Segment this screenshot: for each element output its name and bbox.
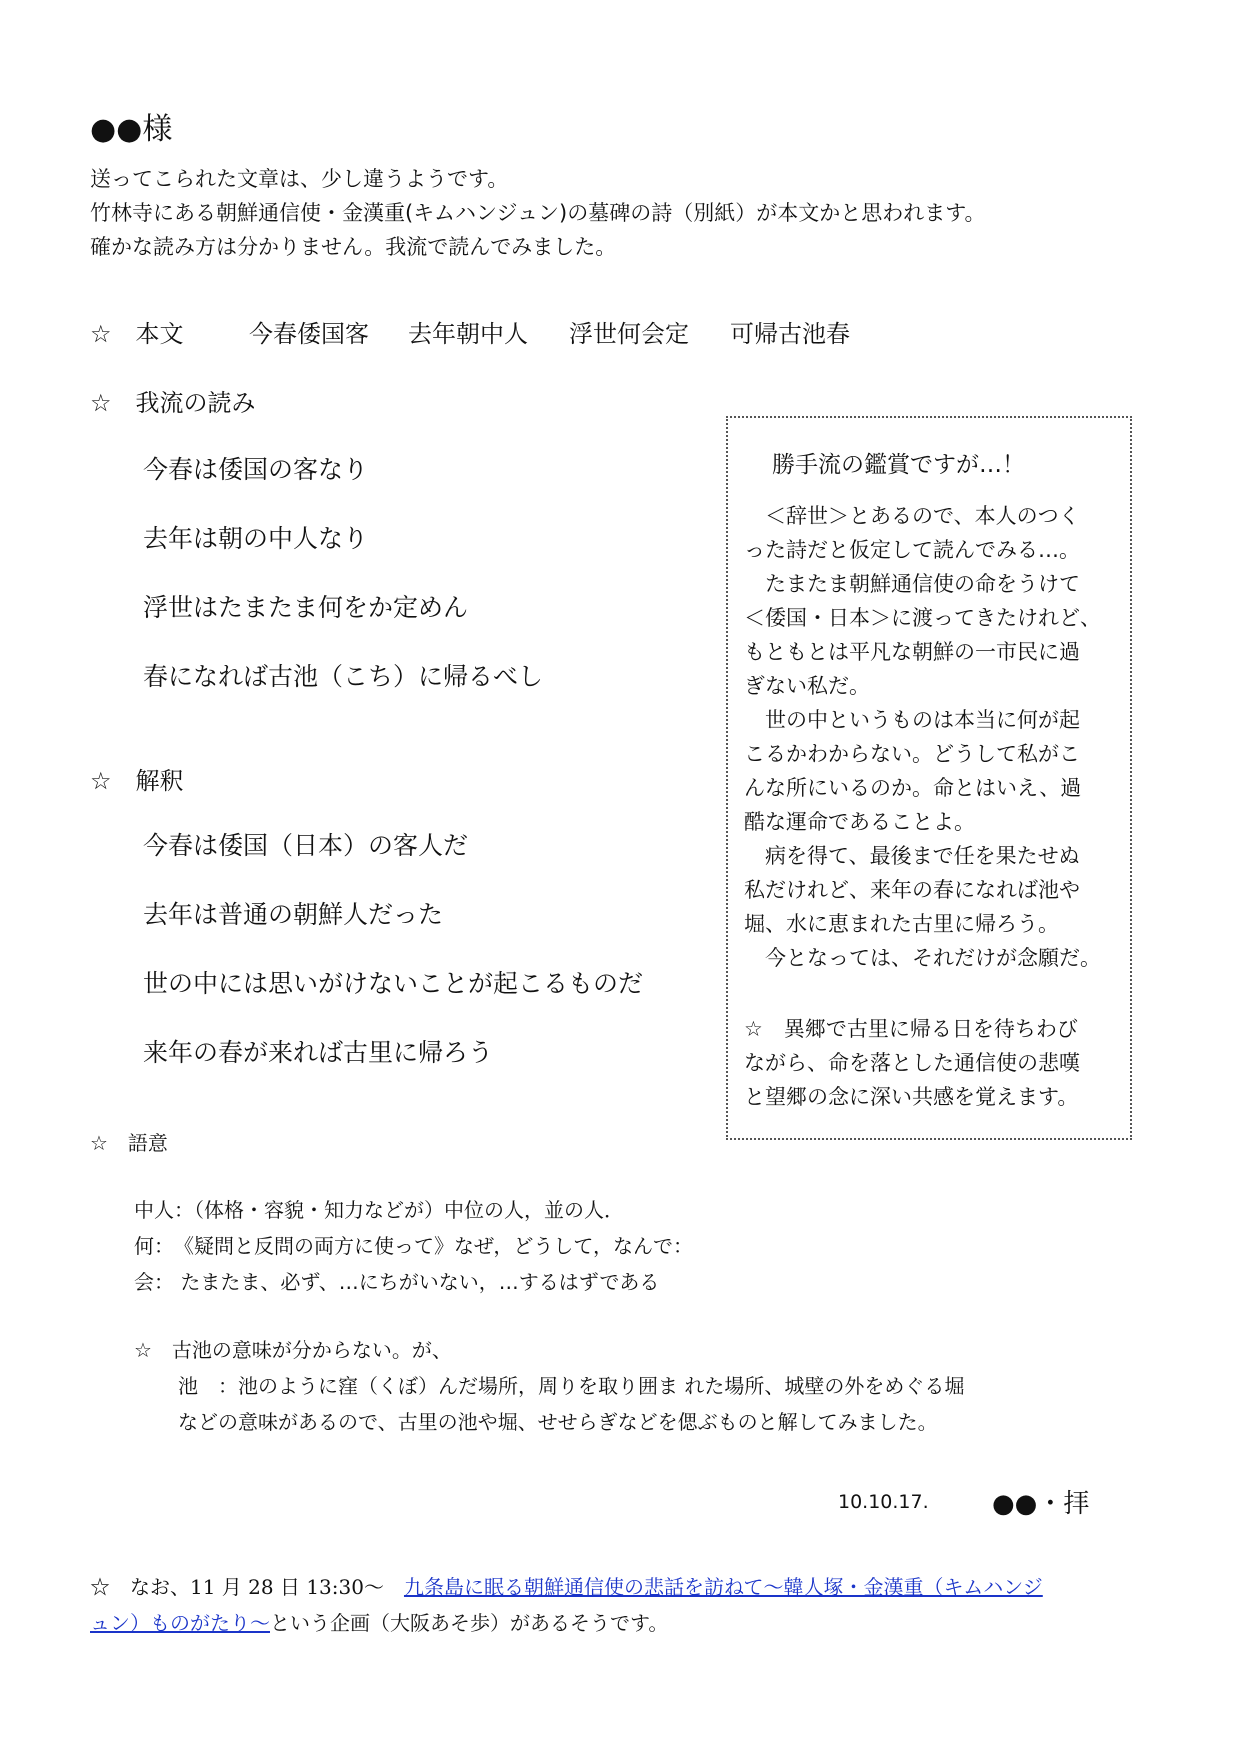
signature-name: ●●・拝 [992, 1489, 1090, 1519]
interpretation-line-4: 来年の春が来れば古里に帰ろう [143, 1038, 494, 1067]
event-link-continued[interactable]: ュン）ものがたり～ [90, 1611, 270, 1635]
appreciation-note-line: と望郷の念に深い共感を覚えます。 [744, 1085, 1079, 1109]
event-link[interactable]: 九条島に眠る朝鮮通信使の悲話を訪ねて～韓人塚・金漢重（キムハンジ [403, 1575, 1043, 1599]
kochi-line-3: などの意味があるので、古里の池や堀、せせらぎなどを偲ぶものと解してみました。 [178, 1410, 938, 1434]
appreciation-line: 酷な運命であることよ。 [744, 810, 975, 834]
appreciation-line: った詩だと仮定して読んでみる…。 [744, 538, 1080, 562]
interpretation-line-3: 世の中には思いがけないことが起こるものだ [143, 969, 644, 998]
honbun-label: ☆ 本文 [90, 320, 184, 348]
interpretation-label: ☆ 解釈 [90, 767, 184, 795]
reading-line-4: 春になれば古池（こち）に帰るべし [143, 662, 544, 691]
page-title: ●●様 [90, 112, 173, 147]
appreciation-line: 世の中というものは本当に何が起 [744, 708, 1080, 732]
glossary-label: ☆ 語意 [90, 1131, 168, 1155]
interpretation-line-2: 去年は普通の朝鮮人だった [143, 900, 444, 929]
appreciation-note-line: ☆ 異郷で古里に帰る日を待ちわび [744, 1017, 1078, 1041]
footer-prefix: ☆ なお、11 月 28 日 13:30～ [90, 1575, 404, 1599]
appreciation-line: 堀、水に恵まれた古里に帰ろう。 [744, 912, 1059, 936]
appreciation-line: 私だけれど、来年の春になれば池や [744, 878, 1080, 902]
appreciation-line: 今となっては、それだけが念願だ。 [744, 946, 1101, 970]
honbun-part-4: 可帰古池春 [730, 320, 850, 348]
honbun-part-2: 去年朝中人 [408, 320, 528, 348]
appreciation-line: ぎない私だ。 [744, 674, 870, 698]
glossary-line-1: 中人：（体格・容貌・知力などが）中位の人，並の人． [134, 1198, 624, 1222]
footer-suffix: という企画（大阪あそ歩）があるそうです。 [270, 1611, 669, 1635]
signature-date: 10.10.17. [838, 1491, 929, 1513]
intro-line-2: 竹林寺にある朝鮮通信使・金漢重(キムハンジュン)の墓碑の詩（別紙）が本文かと思われます。 [90, 201, 986, 225]
appreciation-line: たまたま朝鮮通信使の命をうけて [744, 572, 1080, 596]
appreciation-title: 勝手流の鑑賞ですが…！ [772, 452, 1025, 478]
reading-line-1: 今春は倭国の客なり [143, 455, 369, 484]
reading-line-2: 去年は朝の中人なり [143, 524, 369, 553]
reading-label: ☆ 我流の読み [90, 389, 256, 417]
footer-line-1 [90, 1571, 1043, 1600]
intro-line-3: 確かな読み方は分かりません。我流で読んでみました。 [90, 235, 617, 259]
appreciation-line: 病を得て、最後まで任を果たせぬ [744, 844, 1080, 868]
interpretation-line-1: 今春は倭国（日本）の客人だ [143, 831, 469, 860]
appreciation-line: ＜辞世＞とあるので、本人のつく [744, 504, 1080, 528]
appreciation-line: んな所にいるのか。命とはいえ、過 [744, 776, 1082, 800]
glossary-line-3: 会： たまたま、必ず、…にちがいない，…するはずである [134, 1270, 660, 1294]
footer-line-2 [90, 1607, 668, 1636]
kochi-line-1: ☆ 古池の意味が分からない。が、 [134, 1338, 452, 1362]
reading-line-3: 浮世はたまたま何をか定めん [143, 593, 469, 622]
appreciation-line: ＜倭国・日本＞に渡ってきたけれど、 [744, 606, 1101, 630]
glossary-line-2: 何： 《疑問と反問の両方に使って》なぜ，どうして，なんで： [134, 1234, 693, 1258]
appreciation-line: もともとは平凡な朝鮮の一市民に過 [744, 640, 1080, 664]
appreciation-line: こるかわからない。どうして私がこ [744, 742, 1080, 766]
appreciation-box [726, 416, 1132, 1140]
kochi-line-2: 池 ：池のように窪（くぼ）んだ場所，周りを取り囲ま れた場所、城壁の外をめぐる堀 [178, 1374, 965, 1398]
honbun-part-1: 今春倭国客 [249, 320, 369, 348]
intro-line-1: 送ってこられた文章は、少し違うようです。 [90, 167, 509, 191]
appreciation-note-line: ながら、命を落とした通信使の悲嘆 [744, 1051, 1080, 1075]
honbun-part-3: 浮世何会定 [569, 320, 689, 348]
